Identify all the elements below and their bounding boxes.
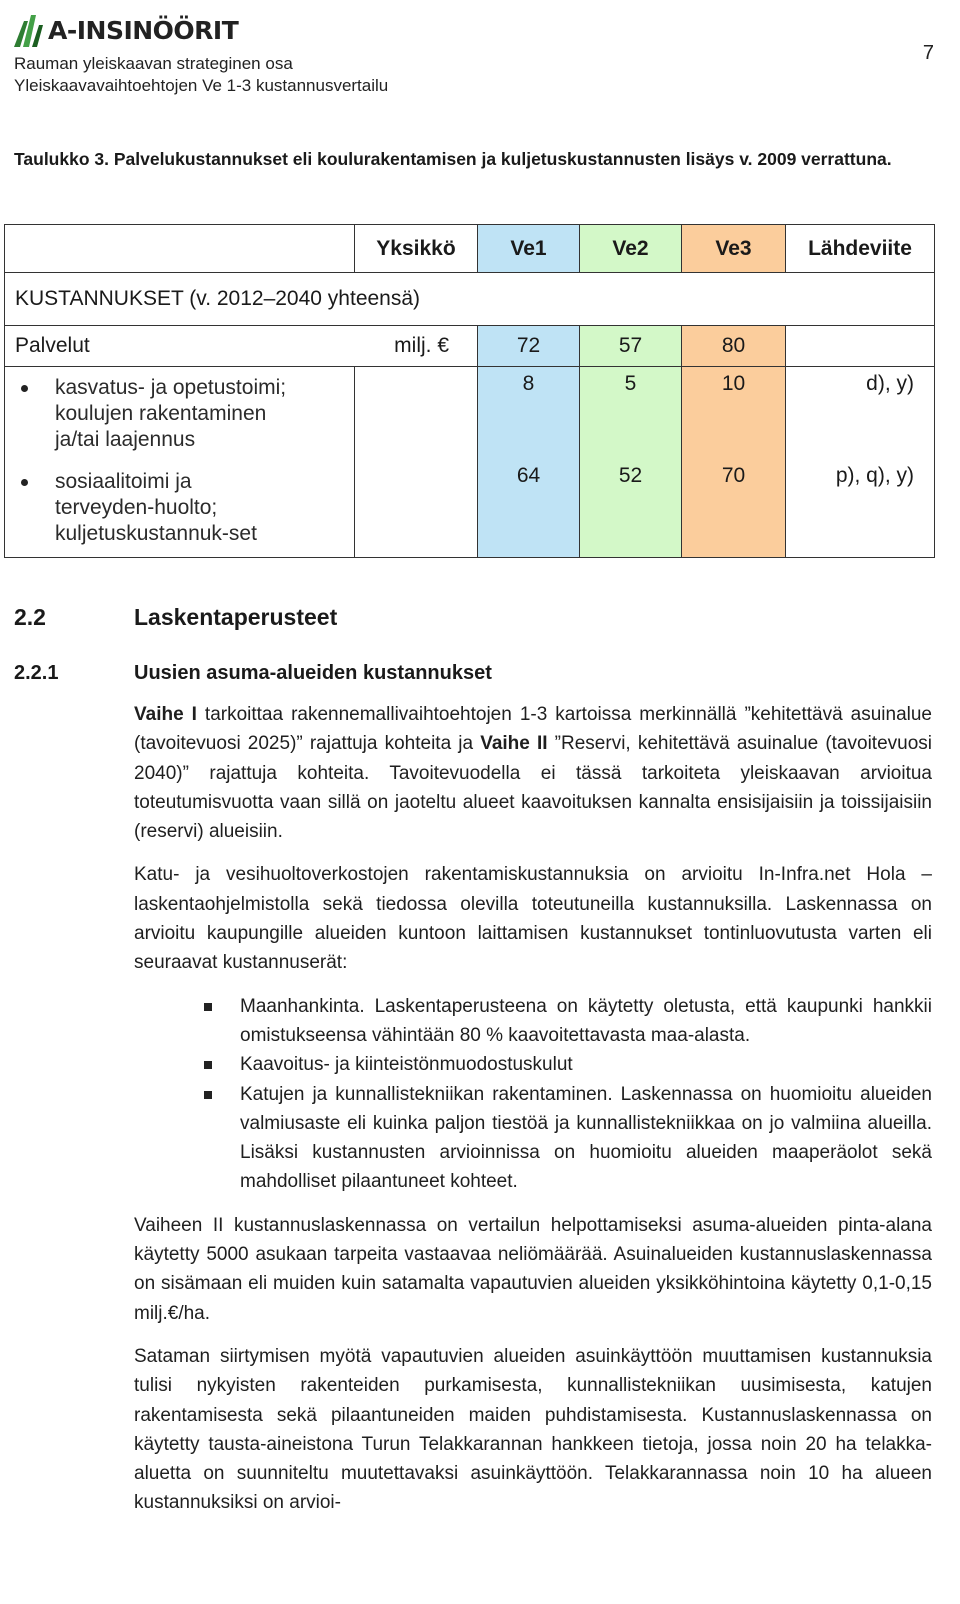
summary-label: Palvelut bbox=[15, 334, 90, 357]
bullet-icon bbox=[21, 385, 28, 392]
item-label: sosiaalitoimi ja terveyden-huolto; kuljetuskustannuk-set bbox=[55, 470, 257, 545]
list-item bbox=[134, 1080, 932, 1197]
summary-ve3: 80 bbox=[682, 326, 786, 367]
header-reference: Lähdeviite bbox=[786, 225, 935, 273]
subsection-title: Uusien asuma-alueiden kustannukset bbox=[134, 662, 492, 684]
company-logo bbox=[14, 12, 238, 48]
list-item-text: Kaavoitus- ja kiinteistönmuodostuskulut bbox=[240, 1054, 573, 1076]
summary-ref bbox=[786, 326, 935, 367]
summary-row bbox=[5, 326, 935, 367]
section-label: KUSTANNUKSET (v. 2012–2040 yhteensä) bbox=[5, 273, 935, 326]
item2-ref: p), q), y) bbox=[835, 464, 914, 487]
table-corner-cell bbox=[5, 225, 355, 273]
items-ref-cell bbox=[786, 367, 935, 558]
square-bullet-icon bbox=[204, 1091, 212, 1099]
items-label-cell bbox=[5, 367, 355, 558]
item1-ve2: 5 bbox=[624, 372, 637, 395]
table-caption: Taulukko 3. Palvelukustannukset eli koulurakentamisen ja kuljetuskustannusten lisäys v. 2009 verrattuna. bbox=[14, 149, 892, 169]
items-ve1-cell bbox=[478, 367, 580, 558]
summary-ve1: 72 bbox=[478, 326, 580, 367]
list-item-text: Maanhankinta. Laskentaperusteena on käytetty oletusta, että kaupunki hankkii omistukseensa vähintään 80 % kaavoitettavasta maa-alasta. bbox=[240, 995, 932, 1046]
header-ve3: Ve3 bbox=[682, 225, 786, 273]
item1-ref: d), y) bbox=[866, 372, 914, 395]
item1-ve1: 8 bbox=[522, 372, 535, 395]
header-project-title: Rauman yleiskaavan strateginen osa bbox=[14, 54, 293, 73]
bullet-icon bbox=[21, 479, 28, 486]
items-row bbox=[5, 367, 935, 558]
paragraph: Sataman siirtymisen myötä vapautuvien alueiden asuinkäyttöön muuttamisen kustannuksia tulisi nykyisten rakenteiden purkamisesta, kunnallistekniikan uusimisesta, katujen rakentamisesta sekä pilaantuneiden maiden puhdistamisesta. Kustannuslaskennassa on käytetty tausta-aineistona Turun Telakkarannan hankkeen tietoja, jossa noin 20 ha telakka-aluetta on suunniteltu muutettavaksi asuinkäyttöön. Telakkarannassa noin 10 ha alueen kustannuksiksi on arvioi- bbox=[134, 1345, 932, 1514]
logo-mark-icon bbox=[14, 13, 44, 47]
square-bullet-icon bbox=[204, 1061, 212, 1069]
square-bullet-icon bbox=[204, 1003, 212, 1011]
summary-ve2: 57 bbox=[580, 326, 682, 367]
bold-term: Vaihe I bbox=[134, 704, 197, 725]
section-title: Laskentaperusteet bbox=[134, 604, 338, 630]
section-number: 2.2 bbox=[14, 604, 46, 630]
page-header bbox=[14, 12, 944, 102]
body-text bbox=[134, 700, 932, 1532]
list-item bbox=[5, 375, 315, 453]
item2-ve2: 52 bbox=[618, 464, 643, 487]
paragraph: Vaiheen II kustannuslaskennassa on vertailun helpottamiseksi asuma-alueiden pinta-alana käytetty 5000 asukaan tarpeita vastaavaa neliömäärää. Asuinalueiden kustannuslaskennassa on sisämaan eli muiden kuin satamalta vapautuvien alueiden yksikköhintoina käytetty 0,1-0,15 milj.€/ha. bbox=[134, 1214, 932, 1324]
item2-ve3: 70 bbox=[721, 464, 746, 487]
items-ve3-cell bbox=[682, 367, 786, 558]
items-ve2-cell bbox=[580, 367, 682, 558]
header-ve2: Ve2 bbox=[580, 225, 682, 273]
list-item bbox=[134, 992, 932, 1051]
item-label: kasvatus- ja opetustoimi; koulujen rakentaminen ja/tai laajennus bbox=[55, 376, 287, 451]
paragraph bbox=[134, 700, 932, 846]
cost-table bbox=[4, 224, 935, 558]
list-item bbox=[5, 469, 295, 547]
header-document-title: Yleiskaavavaihtoehtojen Ve 1-3 kustannusvertailu bbox=[14, 76, 389, 95]
page-number: 7 bbox=[922, 42, 934, 64]
paragraph-text: ”Reservi, kehitettävä asuinalue (tavoitevuosi 2040)” rajattuja kohteita. Tavoitevuodella ei tässä tarkoiteta yleiskaavan arvioitua toteutumisvuotta vaan sillä on jaoteltu alueet kaavoituksen kannalta ensisijaisiin ja toissijaisiin (reservi) alueisiin. bbox=[134, 733, 932, 843]
table-header-row bbox=[5, 225, 935, 273]
paragraph: Katu- ja vesihuoltoverkostojen rakentamiskustannuksia on arvioitu In-Infra.net Hola – laskentaohjelmistolla sekä tiedossa olevilla toteutuneilla kustannuksilla. Laskennassa on arvioitu kaupungille alueiden kuntoon laittamisen kustannukset tontinluovutusta varten eli seuraavat kustannuserät: bbox=[134, 864, 932, 974]
section-heading bbox=[14, 604, 337, 631]
items-unit-cell bbox=[355, 367, 478, 558]
summary-label-cell bbox=[5, 326, 478, 367]
cost-items-list bbox=[134, 992, 932, 1197]
header-ve1: Ve1 bbox=[478, 225, 580, 273]
item1-ve3: 10 bbox=[721, 372, 746, 395]
section-label-row bbox=[5, 273, 935, 326]
logo-text: A-INSINÖÖRIT bbox=[48, 15, 239, 45]
subsection-number: 2.2.1 bbox=[14, 662, 59, 684]
list-item bbox=[134, 1050, 932, 1079]
header-unit: Yksikkö bbox=[355, 225, 478, 273]
paragraph-text: tarkoittaa rakennemallivaihtoehtojen 1-3 kartoissa merkinnällä ”kehitettävä asuinalue (tavoitevuosi 2025)” rajattuja kohteita ja bbox=[134, 704, 933, 755]
list-item-text: Katujen ja kunnallistekniikan rakentaminen. Laskennassa on huomioitu alueiden valmiusaste eli kuinka paljon tiestöä ja kunnallistekniikkaa on jo valmiina alueilla. Lisäksi kustannusten arvioinnissa on huomioitu alueiden maaperäolot sekä mahdolliset pilaantuneet kohteet. bbox=[240, 1083, 932, 1193]
summary-unit: milj. € bbox=[394, 334, 449, 357]
item2-ve1: 64 bbox=[516, 464, 541, 487]
subsection-heading bbox=[14, 662, 492, 685]
bold-term: Vaihe II bbox=[480, 733, 548, 755]
